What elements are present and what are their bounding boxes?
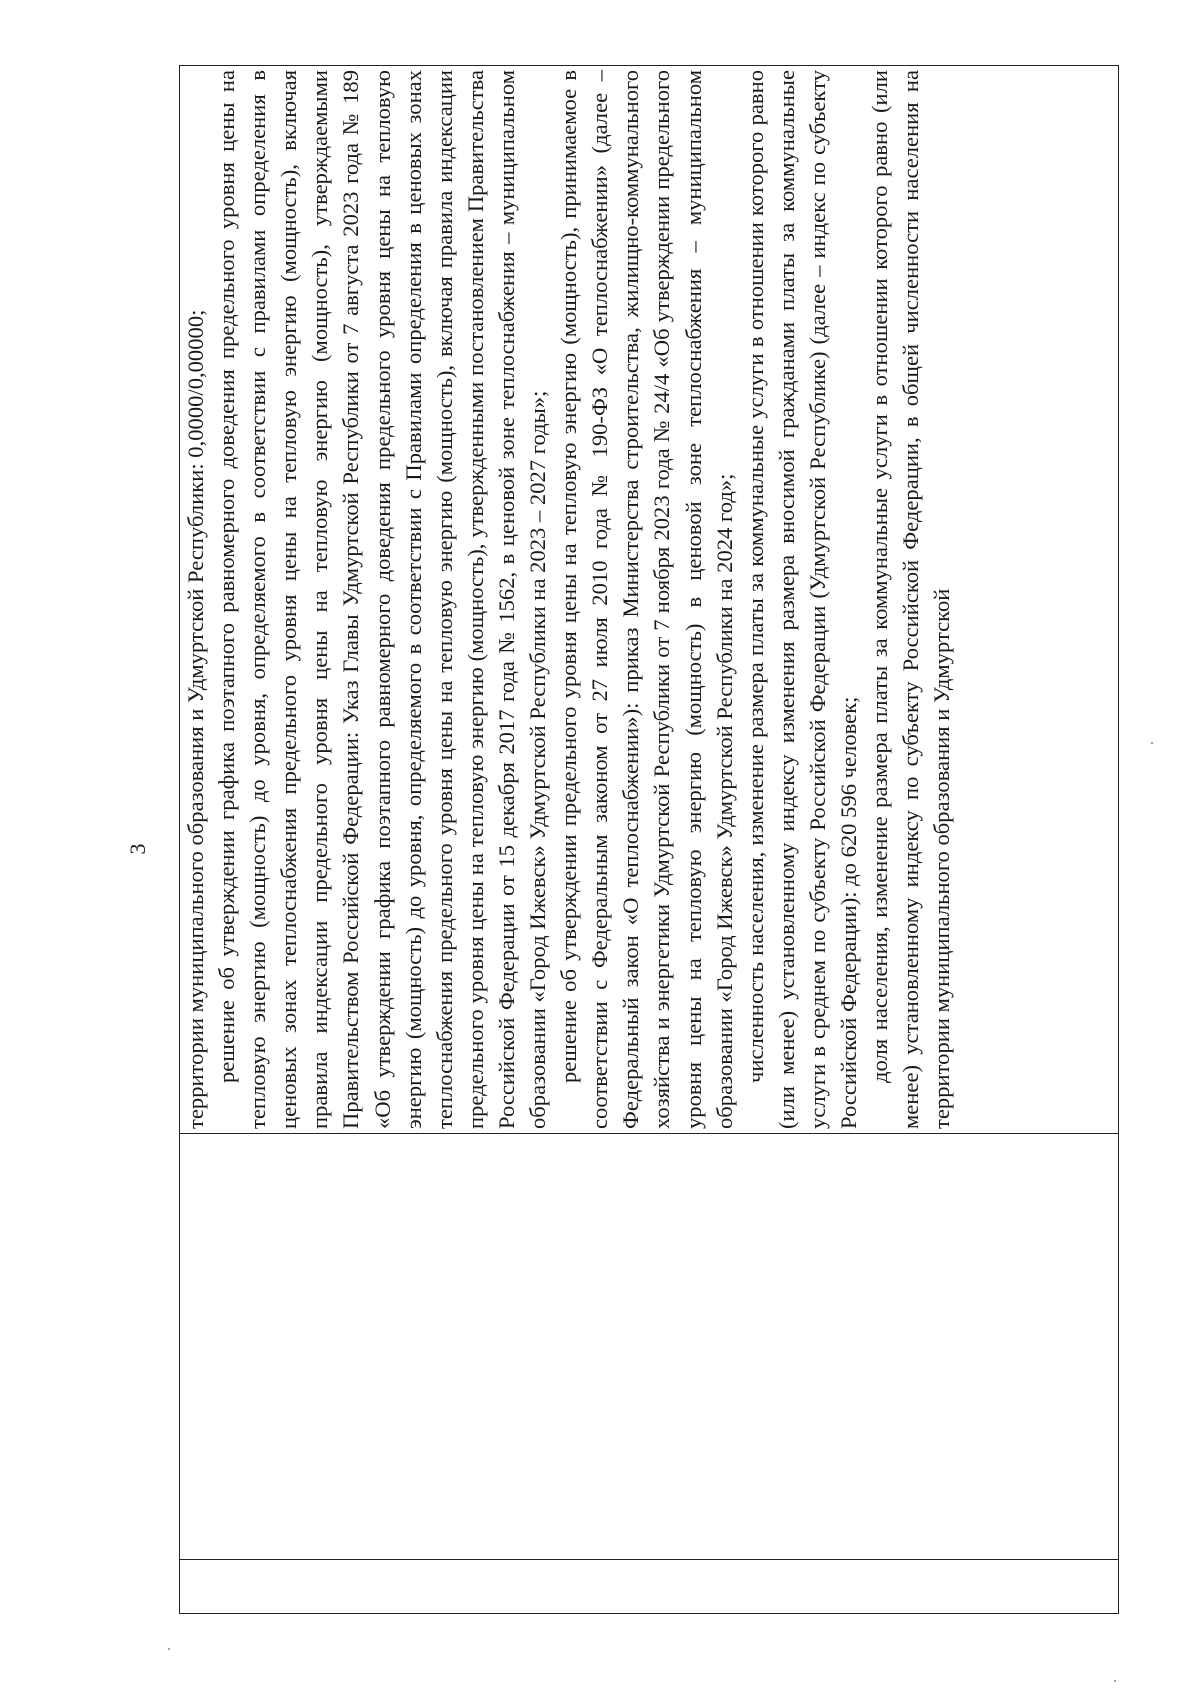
paragraph-schedule-decision: решение об утверждении графика поэтапного равномерного доведения предельного уровня цены на тепловую энергию (мощность) до уровня, определяемого в соответствии с правилами определения в ценовых зонах теплоснабжения предельного уровня цены на тепловую энергию (мощность), включая правила индексации предельного уровня цены на тепловую энергию (мощность), утверждаемыми Правительством Российской Федерации: Указ Главы Удмуртской Республики от 7 августа 2023 года № 189 «Об утверждении графика поэтапного равномерного доведения предельного уровня цены на тепловую энергию (мощность) до уровня, определяемого в соответствии с Правилами определения в ценовых зонах теплоснабжения предельного уровня цены на тепловую энергию (мощность), включая правила индексации предельного уровня цены на тепловую энергию (мощность), утвержденными постановлением Правительства Российской Федерации от 15 декабря 2017 года № 1562, в ценовой зоне теплоснабжения – муниципальном образовании «Город Ижевск» Удмуртской Республики на 2023 – 2027 годы»; — [214, 70, 551, 1129]
table-column-1 — [180, 1559, 1118, 1613]
paragraph-territory-index: территории муниципального образования и Удмуртской Республики: 0,0000/0,00000; — [183, 309, 208, 1129]
scan-artifact — [168, 1648, 170, 1650]
paragraph-population-share: доля населения, изменение размера платы за коммунальные услуги в отношении которого равно (или менее) установленному индексу по субъекту Российской Федерации, в общей численности населения на территории муниципального образования и Удмуртской — [867, 70, 955, 1129]
table-column-3-text — [180, 66, 1118, 1133]
page-number: 3 — [125, 843, 150, 855]
paragraph-price-limit-decision: решение об утверждении предельного уровня цены на тепловую энергию (мощность), принимаемое в соответствии с Федеральным законом от 27 июля 2010 года № 190-ФЗ «О теплоснабжении» (далее – Федеральный закон «О теплоснабжении»): приказ Министерства строительства, жилищно-коммунального хозяйства и энергетики Удмуртской Республики от 7 ноября 2023 года № 24/4 «Об утверждении предельного уровня цены на тепловую энергию (мощность) в ценовой зоне теплоснабжения – муниципальном образовании «Город Ижевск» Удмуртской Республики на 2024 год»; — [556, 70, 737, 1129]
document-table — [179, 65, 1119, 1614]
table-column-2 — [180, 1133, 1118, 1559]
scan-artifact — [1151, 742, 1153, 744]
scan-artifact — [1114, 1680, 1116, 1682]
paragraph-population-count: численность населения, изменение размера платы за коммунальные услуги в отношении которого равно (или менее) установленному индексу изменения размера вносимой гражданами платы за коммунальные услуги в среднем по субъекту Российской Федерации (Удмуртской Республике) (далее – индекс по субъекту Российской Федерации): до 620 596 человек; — [742, 70, 861, 1129]
